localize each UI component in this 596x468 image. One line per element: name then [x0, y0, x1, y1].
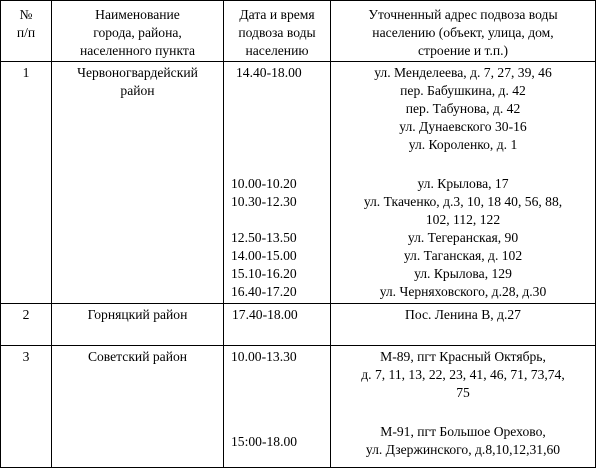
- row3-address-second: М-91, пгт Большое Орехово, ул. Дзержинского, д.8,10,12,31,60: [365, 424, 561, 457]
- row-divider-2: [0, 345, 596, 346]
- column-divider-2: [223, 0, 224, 468]
- row-divider-1: [0, 303, 596, 304]
- row1-name: Червоногвардейский район: [77, 65, 198, 98]
- header-num: № п/п: [16, 7, 36, 40]
- row3-name: Советский район: [87, 349, 188, 364]
- row2-time: 17.40-18.00: [232, 307, 298, 322]
- row3-time-first: 10.00-13.30: [231, 349, 297, 364]
- row3-time-second: 15:00-18.00: [231, 434, 298, 449]
- row3-num: 3: [22, 349, 30, 364]
- row2-num: 2: [22, 307, 30, 322]
- header-name: Наименование города, района, населенного пункта: [79, 7, 196, 58]
- header-divider: [0, 61, 596, 62]
- row1-addresses: ул. Крылова, 17 ул. Ткаченко, д.3, 10, 18 40, 56, 88, 102, 112, 122 ул. Тегеранская, 90 ул. Таганская, д. 102 ул. Крылова, 129 ул. Черняховского, д.28, д.30: [363, 176, 563, 299]
- header-time: Дата и время подвоза воды населению: [238, 7, 316, 58]
- row1-num: 1: [22, 65, 30, 80]
- header-address: Уточненный адрес подвоза воды населению (объект, улица, дом, строение и т.п.): [368, 7, 558, 58]
- row3-address-first: М-89, пгт Красный Октябрь, д. 7, 11, 13, 22, 23, 41, 46, 71, 73,74, 75: [361, 349, 565, 400]
- row2-address: Пос. Ленина В, д.27: [405, 307, 521, 322]
- row1-times: 10.00-10.20 10.30-12.30 12.50-13.50 14.00-15.00 15.10-16.20 16.40-17.20: [231, 176, 297, 299]
- row2-name: Горняцкий район: [87, 307, 188, 322]
- table-border-top: [0, 0, 596, 1]
- row1-time-first: 14.40-18.00: [236, 65, 302, 80]
- row1-address-first: ул. Менделеева, д. 7, 27, 39, 46 пер. Бабушкина, д. 42 пер. Табунова, д. 42 ул. Дунаевского 30-16 ул. Короленко, д. 1: [374, 65, 552, 152]
